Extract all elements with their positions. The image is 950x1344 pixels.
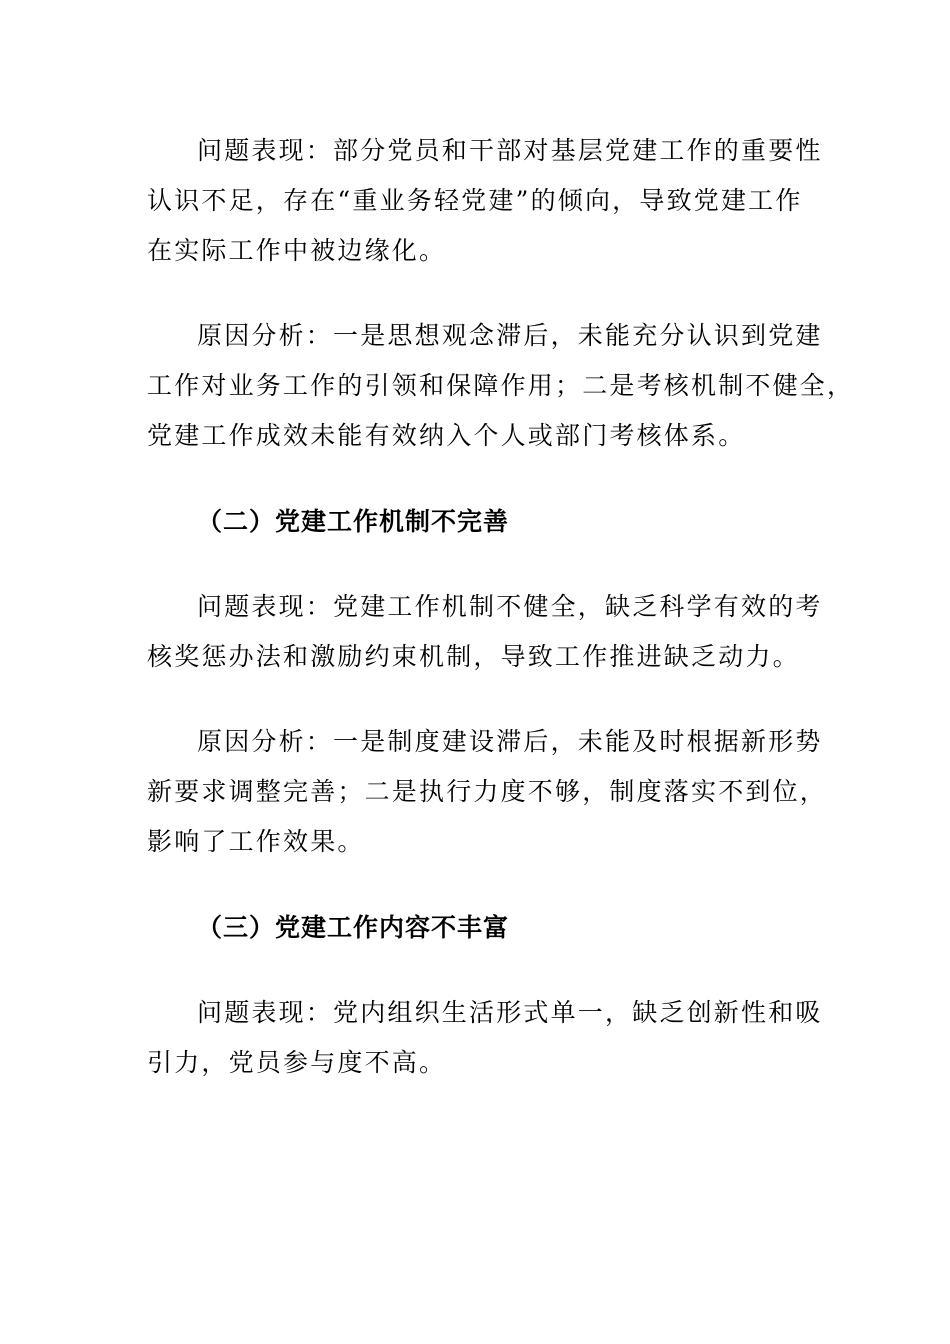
paragraph-5-line-2: 引力，党员参与度不高。 [147, 1048, 447, 1077]
paragraph-1-line-2: 认识不足，存在“重业务轻党建”的倾向，导致党建工作 [147, 186, 803, 215]
paragraph-3-line-1: 问题表现：党建工作机制不健全，缺乏科学有效的考 [197, 592, 823, 621]
paragraph-1-line-1: 问题表现：部分党员和干部对基层党建工作的重要性 [197, 136, 823, 165]
paragraph-1-line-3: 在实际工作中被边缘化。 [147, 236, 447, 265]
paragraph-2-line-1: 原因分析：一是思想观念滞后，未能充分认识到党建 [197, 321, 823, 350]
paragraph-4-line-2: 新要求调整完善；二是执行力度不够，制度落实不到位， [147, 777, 828, 806]
paragraph-5-line-1: 问题表现：党内组织生活形式单一，缺乏创新性和吸 [197, 998, 823, 1027]
section-heading-3: （三）党建工作内容不丰富 [197, 913, 510, 942]
paragraph-3-line-2: 核奖惩办法和激励约束机制，导致工作推进缺乏动力。 [147, 642, 800, 671]
paragraph-2-line-3: 党建工作成效未能有效纳入个人或部门考核体系。 [147, 421, 746, 450]
paragraph-4-line-3: 影响了工作效果。 [147, 827, 365, 856]
paragraph-2-line-2: 工作对业务工作的引领和保障作用；二是考核机制不健全， [147, 371, 855, 400]
section-heading-2: （二）党建工作机制不完善 [197, 507, 510, 536]
paragraph-4-line-1: 原因分析：一是制度建设滞后，未能及时根据新形势 [197, 727, 823, 756]
